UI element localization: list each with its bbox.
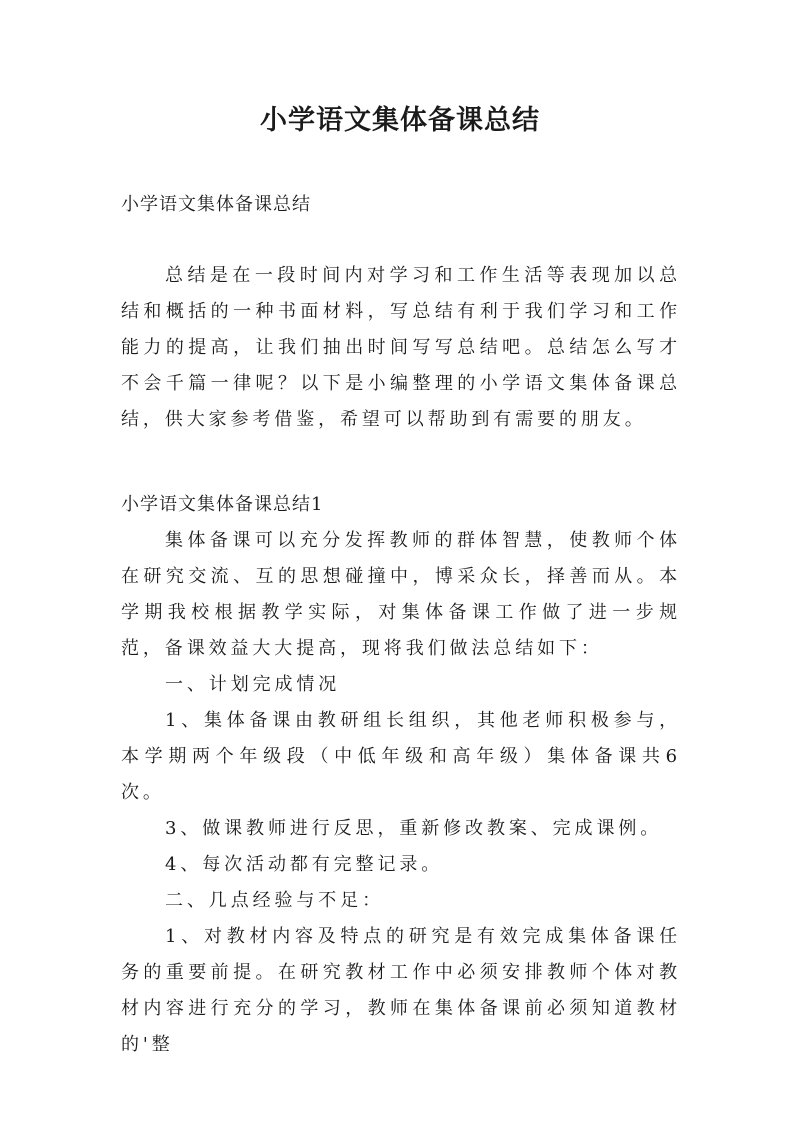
- section-heading: 小学语文集体备课总结1: [121, 494, 324, 515]
- page-title: 小学语文集体备课总结: [260, 105, 540, 136]
- body-paragraph: 一、计划完成情况: [165, 674, 341, 695]
- body-paragraph: 1、集体备课由教研组长组织，其他老师积极参与，本学期两个年级段（中低年级和高年级）集体备课共6次。: [121, 710, 681, 803]
- body-paragraph: 3、做课教师进行反思，重新修改教案、完成课例。: [165, 818, 663, 839]
- section-1: [121, 490, 681, 1063]
- body-paragraph: 二、几点经验与不足：: [165, 890, 384, 911]
- document-subtitle: 小学语文集体备课总结: [121, 194, 311, 215]
- body-paragraph: 集体备课可以充分发挥教师的群体智慧，使教师个体在研究交流、互的思想碰撞中，博采众长，择善而从。本学期我校根据教学实际，对集体备课工作做了进一步规范，备课效益大大提高，现将我们做法总结如下：: [121, 530, 681, 659]
- body-paragraph: 4、每次活动都有完整记录。: [165, 854, 444, 875]
- intro-paragraph: 总结是在一段时间内对学习和工作生活等表现加以总结和概括的一种书面材料，写总结有利于我们学习和工作能力的提高，让我们抽出时间写写总结吧。总结怎么写才不会千篇一律呢？以下是小编整理的小学语文集体备课总结，供大家参考借鉴，希望可以帮助到有需要的朋友。: [121, 265, 681, 430]
- body-paragraph: 1、对教材内容及特点的研究是有效完成集体备课任务的重要前提。在研究教材工作中必须安排教师个体对教材内容进行充分的学习，教师在集体备课前必须知道教材的'整: [121, 926, 681, 1055]
